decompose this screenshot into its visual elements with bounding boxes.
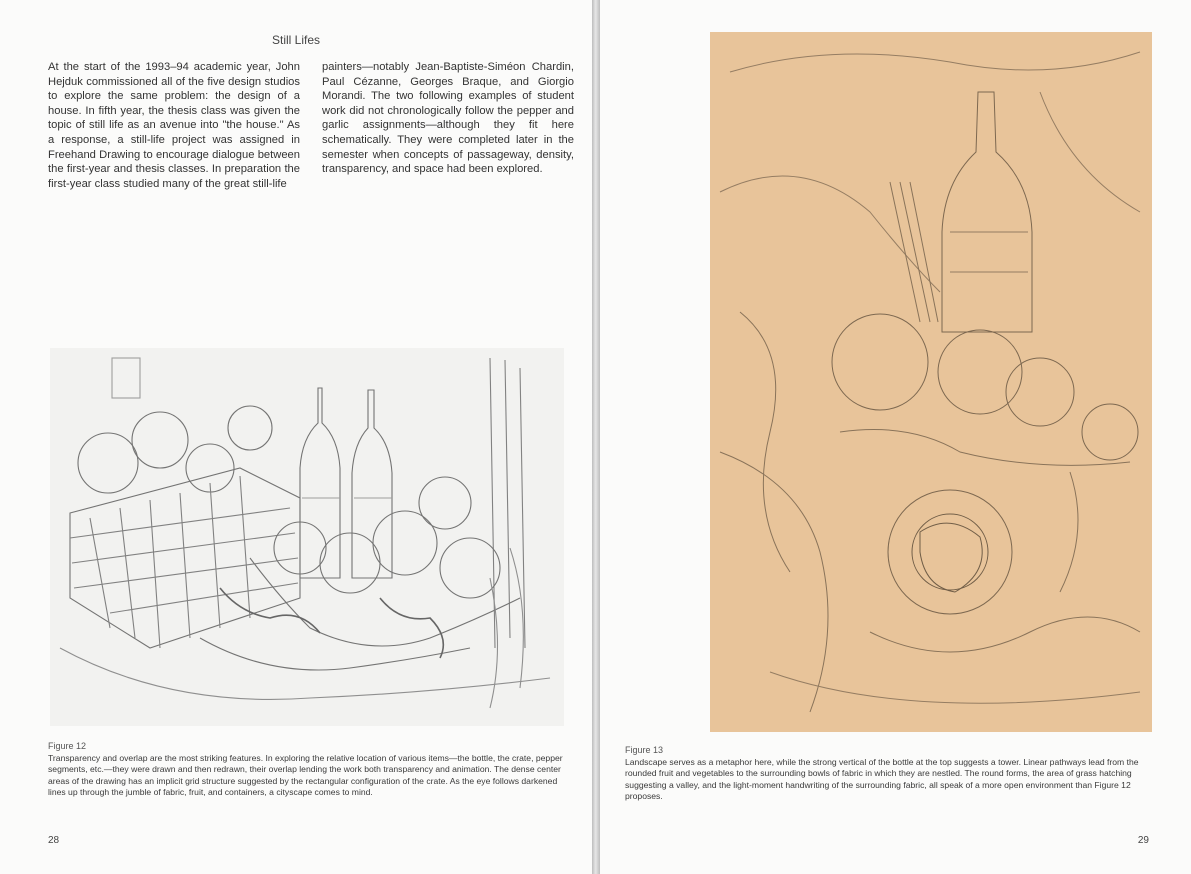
figure-12-label: Figure 12 (48, 741, 87, 751)
body-text-column-2: painters—notably Jean-Baptiste-Siméon Chardin, Paul Cézanne, Georges Braque, and Giorgio Morandi. The two following examples of student work did not chronologically follow the pepper and garlic assignments—although they fit here schematically. They were completed later in the semester when concepts of passageway, density, transparency, and space had been explored. (322, 61, 574, 176)
running-head: Still Lifes (271, 33, 321, 47)
still-life-sketch-grey (50, 348, 564, 726)
book-gutter (592, 0, 600, 874)
figure-13-caption: Landscape serves as a metaphor here, while the strong vertical of the bottle at the top suggests a tower. Linear pathways lead from the rounded fruit and vegetables to the surrounding bowls of fabric in which they are nestled. The round forms, the area of grass hatching suggesting a valley, and the light-moment handwriting of the surrounding fabric, all speak of a more open environment than Figure 12 proposes. (625, 757, 1139, 802)
figure-13-label: Figure 13 (625, 745, 664, 755)
left-page (0, 0, 592, 874)
right-page (600, 0, 1191, 874)
still-life-sketch-tan (710, 32, 1152, 732)
figure-12-drawing (50, 348, 564, 726)
page-number-right: 29 (1137, 835, 1149, 846)
body-text-column-1: At the start of the 1993–94 academic year, John Hejduk commissioned all of the five design studios to explore the same problem: the design of a house. In fifth year, the thesis class was given the topic of still life as an avenue into "the house." As a response, a still-life project was assigned in Freehand Drawing to encourage dialogue between the first-year and thesis classes. In preparation the first-year class studied many of the great still-life (48, 61, 300, 190)
figure-13-drawing (710, 32, 1152, 732)
page-number-left: 28 (48, 835, 60, 846)
figure-12-caption: Transparency and overlap are the most striking features. In exploring the relative location of various items—the bottle, the crate, pepper segments, etc.—they were drawn and then redrawn, their overlap lending the work both transparency and animation. The dense center areas of the drawing has an implicit grid structure suggested by the rectangular configuration of the crate. As the eye follows darkened lines up through the jumble of fabric, fruit, and containers, a cityscape comes to mind. (48, 753, 563, 798)
